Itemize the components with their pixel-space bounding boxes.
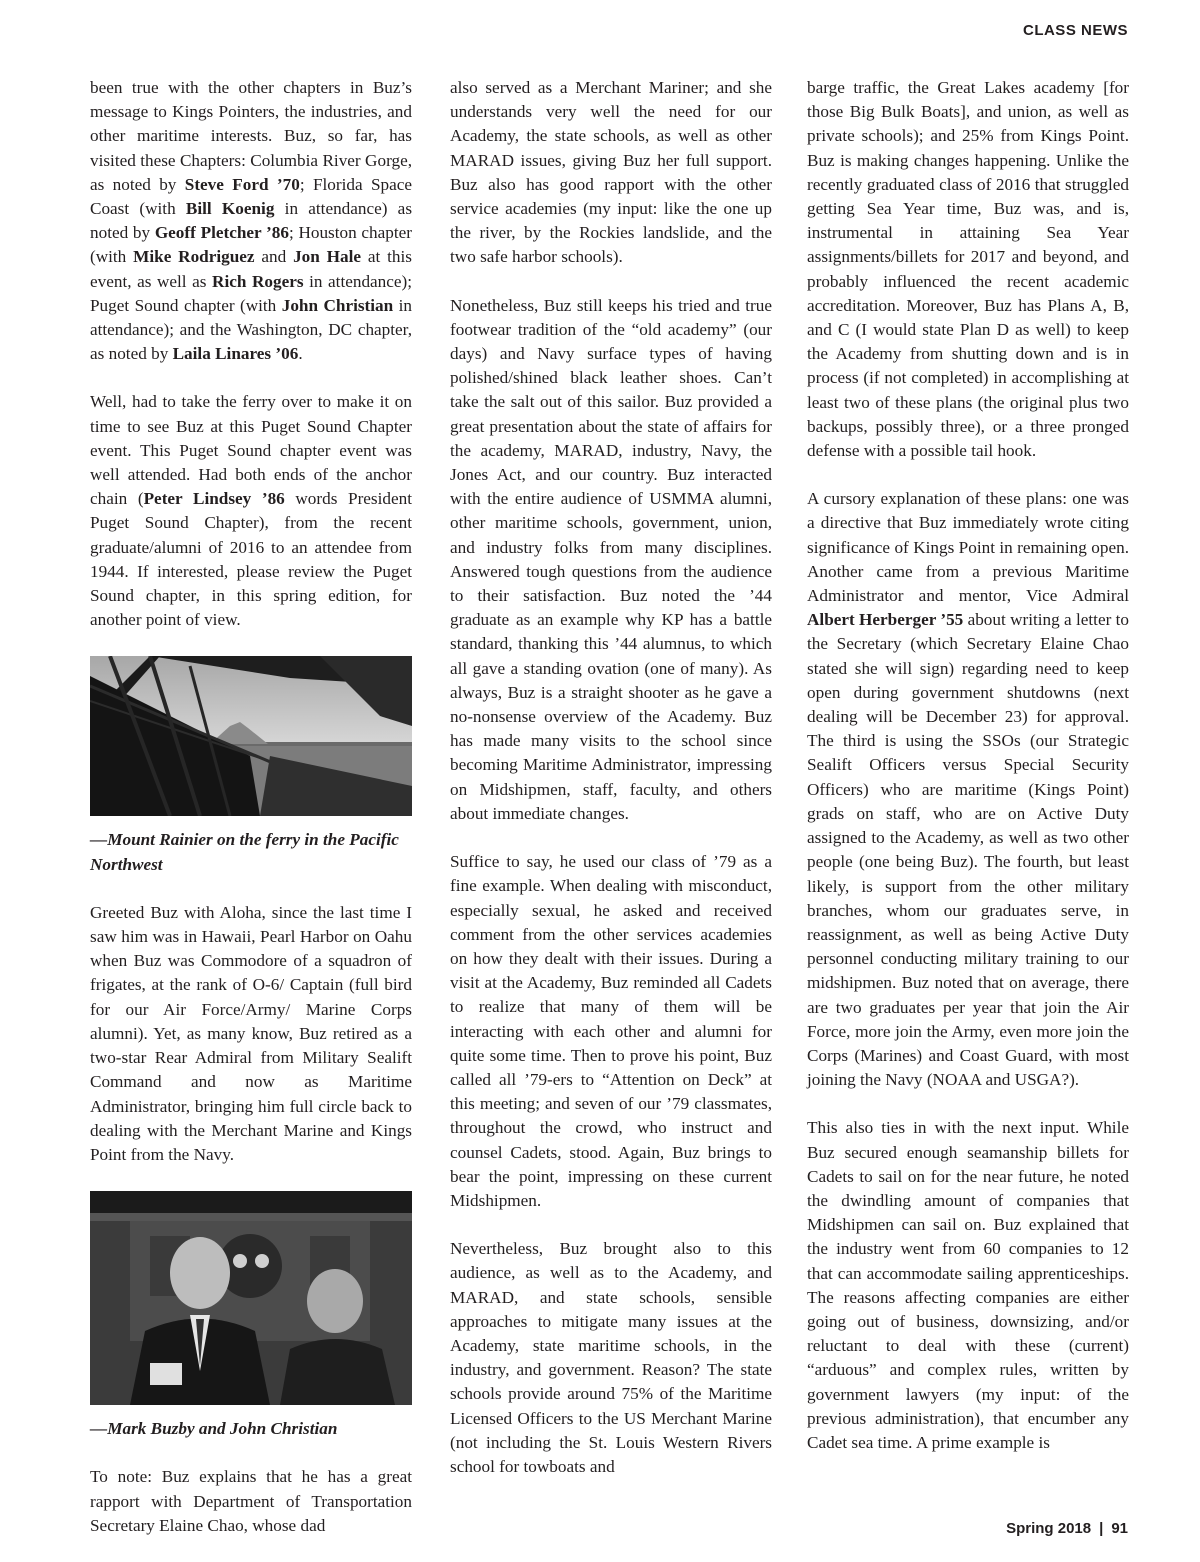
bold-name: Rich Rogers — [212, 271, 304, 291]
bold-name: Mike Rodriguez — [133, 247, 255, 267]
text-run: been true with the other chapters in Buz’s message to Kings Pointers, the industries, and other maritime interests. Buz, so far, has visited these Chapters: Columbia River Gorge, as noted by — [90, 78, 412, 194]
text-run: Nonetheless, Buz still keeps his tried and true footwear tradition of the “old academy” (our days) and Navy surface types of having polished/shined black leather shoes. Can’t take the salt out of this sailor. Buz provided a great presentation about the state of affairs for the academy, MARAD, industry, Navy, the Jones Act, and our country. Buz interacted with the entire audience of USMMA alumni, other maritime schools, government, union, and industry folks from many disciplines. Answered tough questions from the audience to their satisfaction. Buz noted the ’44 graduate as an example why KP has a battle standard, thanking this ’44 alumnus, to which all gave a standing ovation (one of many). As always, Buz is a straight shooter as he gave a no-nonsense overview of the Academy. Buz has made many visits to the school since becoming Maritime Administrator, impressing on Midshipmen, staff, faculty, and others about immediate changes. — [450, 295, 772, 823]
paragraph — [807, 76, 1129, 463]
text-run: about writing a letter to the Secretary (which Secretary Elaine Chao stated she will sign) regarding need to keep open during government shutdowns (next dealing will be December 23) for approval. The third is using the SSOs (our Strategic Sealift Officers versus Special Security Officers) who are maritime (Kings Point) grads on staff, who are on Active Duty assigned to the Academy, as well as two other people (one being Buz). The fourth, but least likely, is support from the other military branches, whom our graduates serve, in reassignment, as well as being Active Duty personnel conducting military training to our midshipmen. Buz noted that on average, there are two graduates per year that join the Air Force, more join the Army, even more join the Corps (Marines) and Coast Guard, with most joining the Navy (NOAA and USGA?). — [807, 610, 1129, 1090]
text-run: . — [298, 344, 303, 364]
bold-name: Bill Koenig — [185, 199, 275, 219]
photo-caption: —Mount Rainier on the ferry in the Pacific Northwest — [90, 830, 399, 874]
text-run: in attendance); and the Washington, DC chapter, as noted by — [90, 295, 412, 364]
text-run: in attendance); Puget Sound chapter (with — [90, 271, 413, 315]
text-run: in attendance) as noted by — [90, 199, 413, 243]
paragraph — [450, 1237, 772, 1479]
bold-name: Steve Ford ’70 — [184, 174, 300, 194]
text-run: words President Puget Sound Chapter), from the recent graduate/alumni of 2016 to an attendee from 1944. If interested, please review the Puget Sound chapter, in this spring edition, for another point of view. — [90, 489, 412, 630]
ferry-photo — [90, 656, 412, 816]
bold-name: Peter Lindsey ’86 — [143, 489, 285, 509]
text-run: Well, had to take the ferry over to make it on time to see Buz at this Puget Sound Chapter event. This Puget Sound chapter event was well attended. Had both ends of the anchor chain ( — [90, 392, 412, 509]
paragraph — [450, 850, 772, 1213]
column-1 — [90, 76, 412, 1562]
paragraph — [450, 76, 772, 270]
paragraph — [90, 1465, 412, 1538]
paragraph — [807, 1116, 1129, 1455]
page-number: 91 — [1111, 1520, 1128, 1537]
issue-label: Spring 2018 — [1006, 1520, 1092, 1537]
bold-name: Albert Herberger ’55 — [807, 610, 964, 630]
paragraph — [807, 487, 1129, 1092]
text-run: To note: Buz explains that he has a great rapport with Department of Transportation Secretary Elaine Chao, whose dad — [90, 1467, 412, 1535]
paragraph — [450, 294, 772, 826]
column-3 — [807, 76, 1129, 1479]
text-run: This also ties in with the next input. While Buz secured enough seamanship billets for Cadets to sail on for the near future, he noted the dwindling amount of companies that Midshipmen can sail on. Buz explained that the industry went from 60 companies to 12 that can accommodate sailing apprenticeships. The reasons affecting companies are either going out of business, downsizing, and/or reluctant to deal with these (current) “arduous” and complex rules, written by government lawyers (my input: of the previous administration), that encumber any Cadet sea time. A prime example is — [807, 1118, 1129, 1452]
text-run: also served as a Merchant Mariner; and she understands very well the need for our Academy, the state schools, as well as other MARAD issues, giving Buz her full support. Buz also has good rapport with the other service academies (my input: like the one up the river, by the Rockies landslide, and the two safe harbor schools). — [450, 78, 772, 267]
footer-separator: | — [1099, 1520, 1104, 1537]
paragraph — [90, 390, 412, 632]
text-run: Nevertheless, Buz brought also to this audience, as well as to the Academy, and MARAD, and state schools, sensible approaches to mitigate many issues at the Academy, state maritime schools, in the industry, and government. Reason? The state schools provide around 75% of the Maritime Licensed Officers to the US Merchant Marine (not including the St. Louis Western Rivers school for towboats and — [450, 1239, 772, 1476]
text-run: barge traffic, the Great Lakes academy [for those Big Bulk Boats], and union, as well as private schools); and 25% from Kings Point. Buz is making changes happening. Unlike the recently graduated class of 2016 that struggled getting Sea Year time, Buz was, and is, instrumental in attaining Sea Year assignments/billets for 2017 and beyond, and probably influenced the recent academic accreditation. Moreover, Buz has Plans A, B, and C (I would state Plan D as well) to keep the Academy from shutting down and is in process (if not completed) in accomplishing at least two of these plans (the original plus two backups, possibly three), or a three pronged defense with a possible tail hook. — [807, 78, 1129, 461]
portrait-photo — [90, 1191, 412, 1405]
text-run: and — [254, 247, 294, 267]
column-2 — [450, 76, 772, 1503]
photo-caption: —Mark Buzby and John Christian — [90, 1419, 338, 1439]
text-run: Suffice to say, he used our class of ’79 as a fine example. When dealing with misconduct, especially sexual, he asked and received comment from the other services academies on how they dealt with their issues. During a visit at the Academy, Buz reminded all Cadets to realize that many of them will be interacting with each other and alumni for quite some time. Then to prove his point, Buz called all ’79-ers to “Attention on Deck” at this meeting; and seven of our ’79 classmates, throughout the crowd, who instruct and counsel Cadets, stood. Again, Buz brings to bear the point, impressing on these current Midshipmen. — [450, 852, 772, 1210]
paragraph — [90, 76, 412, 366]
text-run: Greeted Buz with Aloha, since the last time I saw him was in Hawaii, Pearl Harbor on Oahu when Buz was Commodore of a squadron of frigates, at the rank of O-6/ Captain (full bird for our Air Force/Army/ Marine Corps alumni). Yet, as many know, Buz retired as a two-star Rear Admiral from Military Sealift Command and now as Maritime Administrator, bringing him full circle back to dealing with the Merchant Marine and Kings Point from the Navy. — [90, 902, 412, 1164]
page-footer — [1006, 1520, 1128, 1537]
text-run: A cursory explanation of these plans: one was a directive that Buz immediately wrote citing significance of Kings Point in remaining open. Another came from a previous Maritime Administrator and mentor, Vice Admiral — [807, 489, 1129, 606]
bold-name: Geoff Pletcher ’86 — [154, 223, 289, 243]
bold-name: John Christian — [281, 295, 394, 315]
bold-name: Laila Linares ’06 — [172, 344, 299, 364]
paragraph — [90, 901, 412, 1167]
text-run: at this event, as well as — [90, 247, 412, 291]
text-run: ; Houston chapter (with — [90, 223, 412, 267]
section-header: CLASS NEWS — [1022, 22, 1128, 39]
text-run: ; Florida Space Coast (with — [90, 174, 412, 219]
bold-name: Jon Hale — [293, 247, 362, 267]
